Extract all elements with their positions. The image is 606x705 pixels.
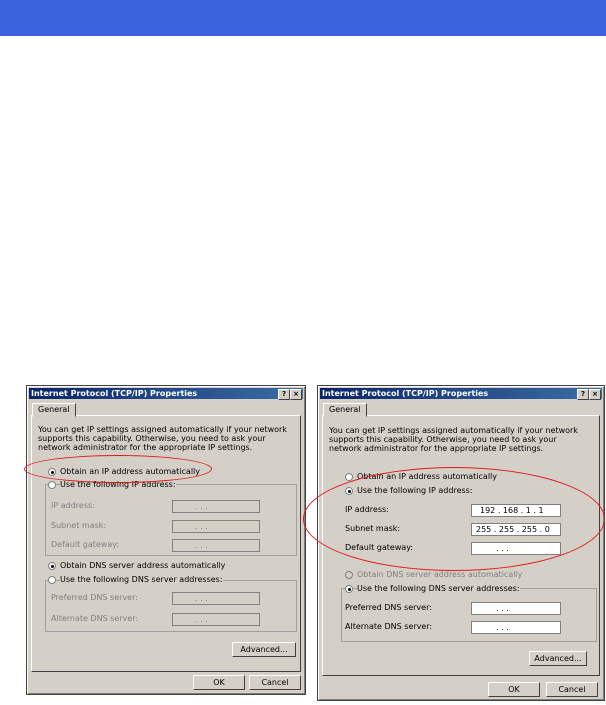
obtain-dns-label[interactable]: Obtain DNS server address automatically [60, 561, 226, 570]
alternate-dns-value: . . . [195, 615, 208, 624]
subnet-mask-value: . . . [195, 522, 208, 531]
use-dns-label[interactable]: Use the following DNS server addresses: [357, 584, 520, 593]
general-panel [31, 415, 301, 672]
subnet-mask-label: Subnet mask: [51, 521, 107, 530]
obtain-dns-label: Obtain DNS server address automatically [357, 570, 523, 579]
advanced-button[interactable]: Advanced... [529, 651, 587, 666]
ip-address-value: . . . [195, 502, 208, 511]
ip-address-label: IP address: [345, 505, 389, 514]
help-button[interactable]: ? [577, 389, 589, 400]
dialog-title: Internet Protocol (TCP/IP) Properties [31, 389, 198, 398]
use-ip-label[interactable]: Use the following IP address: [60, 480, 176, 489]
close-button[interactable]: × [589, 389, 601, 400]
ok-button[interactable]: OK [193, 675, 245, 690]
default-gateway-value: . . . [195, 541, 208, 550]
preferred-dns-value: . . . [195, 594, 208, 603]
alternate-dns-value: . . . [496, 623, 509, 632]
alternate-dns-field [172, 613, 260, 626]
highlight-obtain-ip-ellipse [24, 455, 212, 483]
preferred-dns-value: . . . [496, 604, 509, 613]
preferred-dns-field [172, 592, 260, 605]
dialog-title-bar [320, 388, 602, 399]
alternate-dns-label: Alternate DNS server: [345, 622, 433, 631]
help-button[interactable]: ? [278, 389, 290, 400]
alternate-dns-field[interactable] [471, 621, 561, 634]
ip-address-value: 192 . 168 . 1 . 1 [480, 506, 544, 515]
default-gateway-label: Default gateway: [51, 540, 120, 549]
cancel-button[interactable]: Cancel [249, 675, 301, 690]
ip-address-label: IP address: [51, 501, 95, 510]
dialog-title-bar [29, 388, 303, 399]
default-gateway-label: Default gateway: [345, 543, 414, 552]
dialog-title: Internet Protocol (TCP/IP) Properties [322, 389, 489, 398]
preferred-dns-field[interactable] [471, 602, 561, 615]
advanced-button[interactable]: Advanced... [232, 642, 296, 657]
default-gateway-value: . . . [496, 544, 509, 553]
use-dns-radio[interactable] [48, 576, 56, 584]
ok-button[interactable]: OK [488, 682, 540, 697]
description-text: You can get IP settings assigned automatically if your network supports this capability. Otherwise, you need to ask your network administrator for the appropriate IP settings. [38, 425, 287, 452]
subnet-mask-value: 255 . 255 . 255 . 0 [476, 525, 550, 534]
close-button[interactable]: × [290, 389, 302, 400]
alternate-dns-label: Alternate DNS server: [51, 614, 139, 623]
preferred-dns-label: Preferred DNS server: [51, 593, 138, 602]
highlight-use-ip-ellipse [303, 467, 605, 571]
obtain-ip-label[interactable]: Obtain an IP address automatically [60, 467, 201, 476]
tab-general[interactable]: General [323, 403, 367, 417]
obtain-dns-radio[interactable] [48, 562, 56, 570]
use-ip-label[interactable]: Use the following IP address: [357, 486, 473, 495]
description-text: You can get IP settings assigned automatically if your network supports this capability. Otherwise, you need to ask your network administrator for the appropriate IP settings. [329, 426, 578, 453]
obtain-dns-radio [345, 571, 353, 579]
use-ip-radio[interactable] [48, 481, 56, 489]
banner [0, 0, 606, 36]
tab-general[interactable]: General [32, 403, 76, 417]
use-dns-label[interactable]: Use the following DNS server addresses: [60, 575, 223, 584]
default-gateway-field [172, 539, 260, 552]
cancel-button[interactable]: Cancel [546, 682, 598, 697]
preferred-dns-label: Preferred DNS server: [345, 603, 432, 612]
subnet-mask-label: Subnet mask: [345, 524, 401, 533]
subnet-mask-field [172, 520, 260, 533]
ip-address-field [172, 500, 260, 513]
left-dialog [26, 385, 306, 695]
use-dns-radio[interactable] [345, 585, 353, 593]
obtain-ip-label[interactable]: Obtain an IP address automatically [357, 472, 498, 481]
